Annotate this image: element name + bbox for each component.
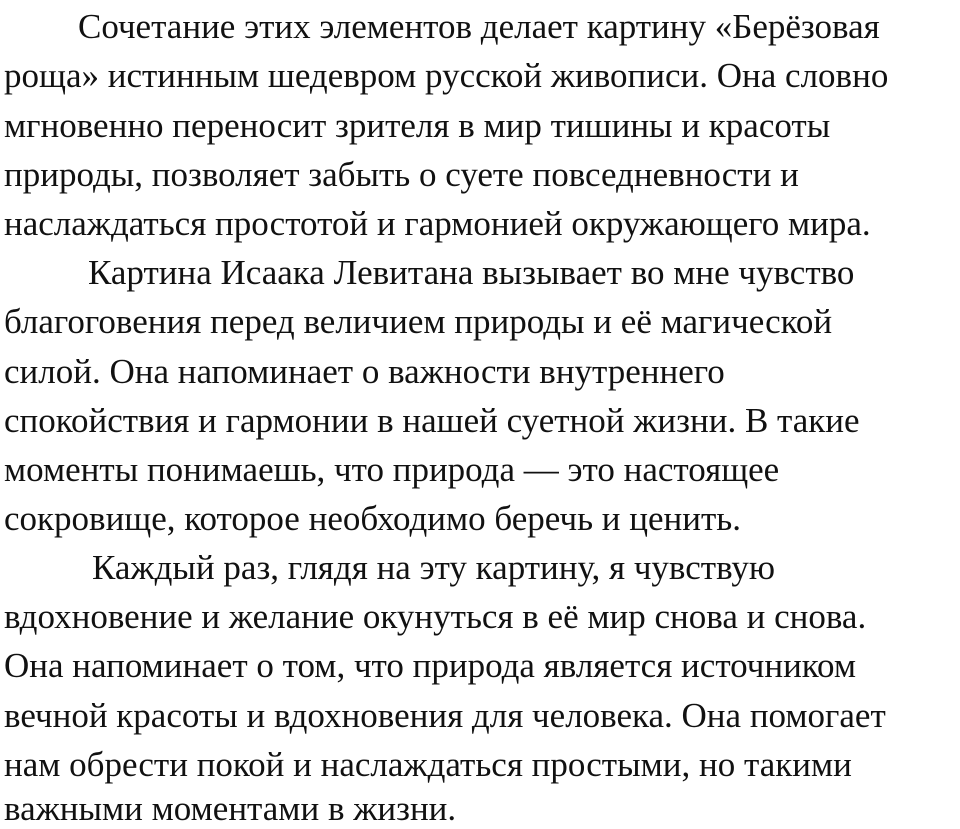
text-line: силой. Она напоминает о важности внутреннего	[4, 352, 725, 391]
text-line: Картина Исаака Левитана вызывает во мне чувство	[88, 253, 855, 292]
text-line: спокойствия и гармонии в нашей суетной жизни. В такие	[4, 401, 860, 440]
text-line: вечной красоты и вдохновения для человека. Она помогает	[4, 696, 886, 735]
text-line: Сочетание этих элементов делает картину «Берёзовая	[78, 7, 880, 46]
text-line: Она напоминает о том, что природа является источником	[4, 646, 857, 685]
text-line: вдохновение и желание окунуться в её мир снова и снова.	[4, 597, 867, 636]
text-line: природы, позволяет забыть о суете повседневности и	[4, 155, 799, 194]
text-line: нам обрести покой и наслаждаться простыми, но такими	[4, 745, 852, 784]
text-line: мгновенно переносит зрителя в мир тишины и красоты	[4, 106, 831, 145]
text-line: сокровище, которое необходимо беречь и ценить.	[4, 499, 741, 538]
text-line: Каждый раз, глядя на эту картину, я чувствую	[92, 548, 776, 587]
text-line: благоговения перед величием природы и её магической	[4, 302, 833, 341]
text-line: наслаждаться простотой и гармонией окружающего мира.	[4, 204, 871, 243]
text-line: моменты понимаешь, что природа — это настоящее	[4, 450, 780, 489]
text-line: важными моментами в жизни.	[4, 789, 457, 828]
text-line: роща» истинным шедевром русской живописи. Она словно	[4, 56, 889, 95]
